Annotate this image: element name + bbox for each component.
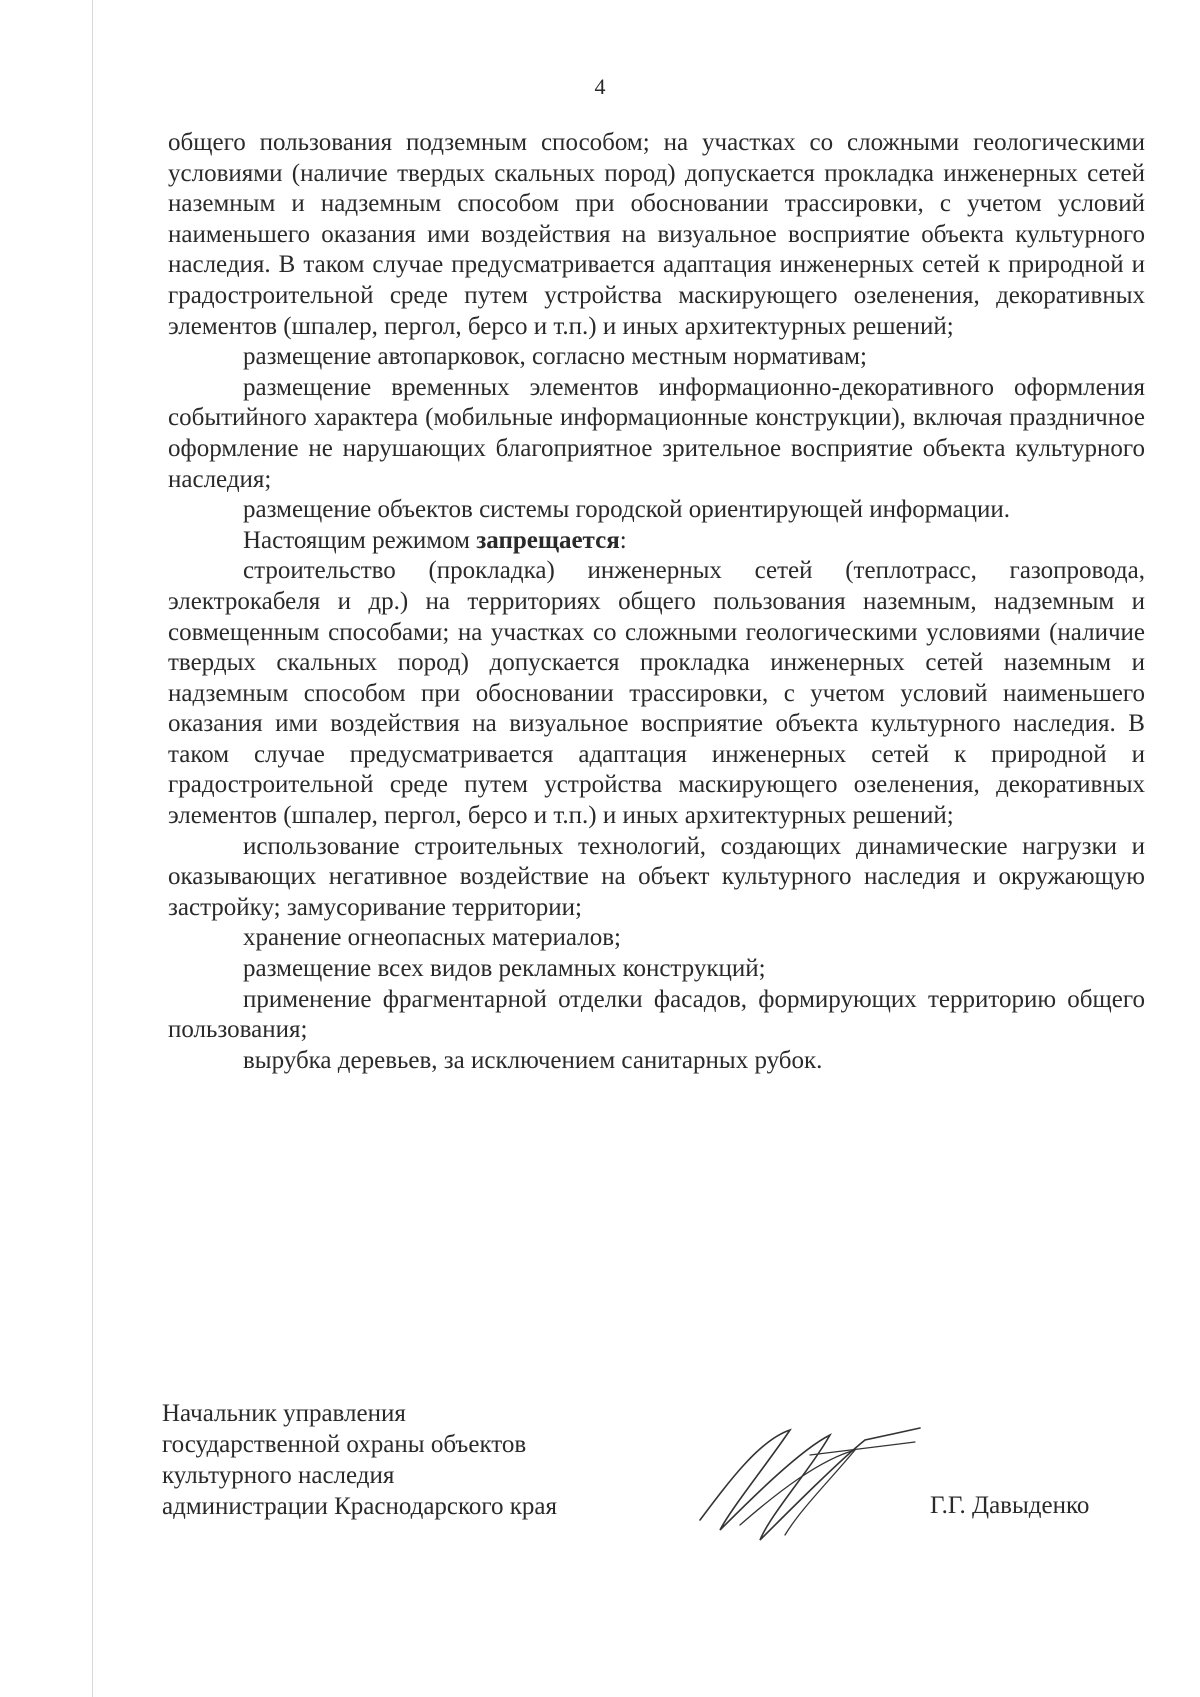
position-line: администрации Краснодарского края bbox=[162, 1493, 558, 1520]
position-line: государственной охраны объектов bbox=[162, 1431, 527, 1458]
position-line: Начальник управления bbox=[162, 1400, 406, 1427]
scan-edge-mark bbox=[92, 0, 93, 1697]
signatory-position bbox=[162, 1398, 557, 1522]
paragraph-orientation-info: размещение объектов системы городской ориентирующей информации. bbox=[243, 496, 1010, 524]
paragraph-continuation: общего пользования подземным способом; на участках со сложными геологическими условиями (наличие твердых скальных пород) допускается прокладка инженерных сетей наземным и надземным способом при обосновании трассировки, с учетом условий наименьшего оказания ими воздействия на визуальное восприятие объекта культурного наследия. В таком случае предусматривается адаптация инженерных сетей к природной и градостроительной среде путем устройства маскирующего озеленения, декоративных элементов (шпалер, пергол, берсо и т.п.) и иных архитектурных решений; bbox=[168, 129, 1145, 340]
prohibited-item: вырубка деревьев, за исключением санитарных рубок. bbox=[243, 1046, 823, 1074]
paragraph-parking: размещение автопарковок, согласно местным нормативам; bbox=[243, 343, 867, 371]
page-number: 4 bbox=[594, 74, 606, 99]
prohibited-item: размещение всех видов рекламных конструкций; bbox=[243, 955, 766, 983]
prohibition-heading bbox=[168, 526, 1145, 557]
paragraph-temporary-elements: размещение временных элементов информационно-декоративного оформления событийного характера (мобильные информационные конструкции), включая праздничное оформление не нарушающих благоприятное зрительное восприятие объекта культурного наследия; bbox=[168, 373, 1145, 493]
position-line: культурного наследия bbox=[162, 1462, 395, 1489]
prohibited-item: применение фрагментарной отделки фасадов, формирующих территорию общего пользования; bbox=[168, 985, 1145, 1044]
signer-name: Г.Г. Давыденко bbox=[930, 1492, 1090, 1519]
prohibited-item: использование строительных технологий, создающих динамические нагрузки и оказывающих негативное воздействие на объект культурного наследия и окружающую застройку; замусоривание территории; bbox=[168, 832, 1145, 921]
document-body bbox=[168, 128, 1145, 1076]
prohibited-item: строительство (прокладка) инженерных сетей (теплотрасс, газопровода, электрокабеля и др.) на территориях общего пользования наземным, надземным и совмещенным способами; на участках со сложными геологическими условиями (наличие твердых скальных пород) допускается прокладка инженерных сетей наземным и надземным способом при обосновании трассировки, с учетом условий наименьшего оказания ими воздействия на визуальное восприятие объекта культурного наследия. В таком случае предусматривается адаптация инженерных сетей к природной и градостроительной среде путем устройства маскирующего озеленения, декоративных элементов (шпалер, пергол, берсо и т.п.) и иных архитектурных решений; bbox=[168, 557, 1145, 830]
prohibited-item: хранение огнеопасных материалов; bbox=[243, 924, 621, 952]
prohibition-bold-word: запрещается bbox=[476, 526, 620, 554]
prohibition-prefix: Настоящим режимом bbox=[243, 526, 477, 554]
handwritten-signature bbox=[690, 1400, 930, 1550]
prohibition-suffix: : bbox=[619, 526, 627, 554]
